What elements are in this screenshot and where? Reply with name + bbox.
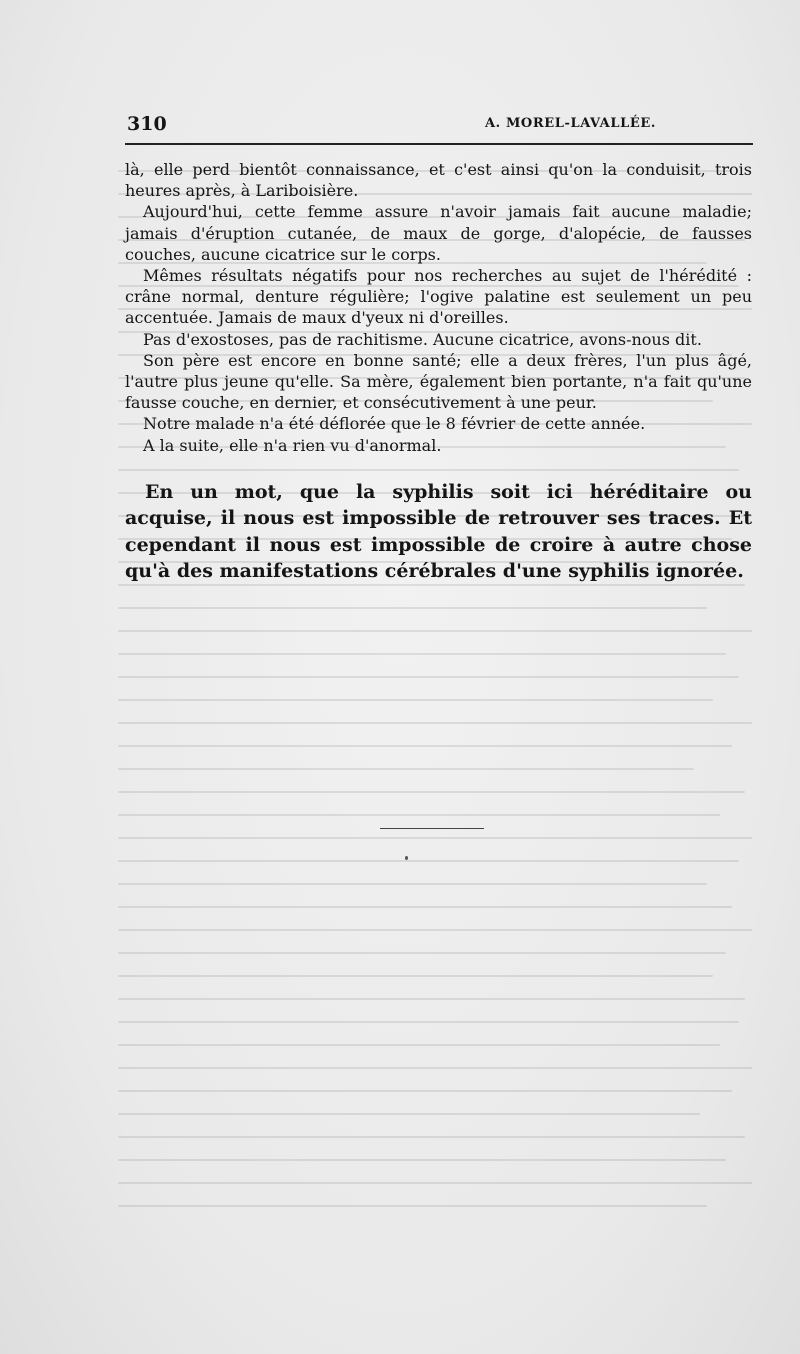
page-number: 310	[127, 113, 167, 135]
paragraph: Pas d'exostoses, pas de rachitisme. Aucune cicatrice, avons-nous dit.	[143, 329, 702, 349]
conclusion-paragraph: En un mot, que la syphilis soit ici héréditaire ou acquise, il nous est impossible de retrouver ses traces. Et cependant il nous est impossible de croire à autre chose qu'à des manifestations cérébrales d'une syphilis ignorée.	[125, 481, 752, 583]
conclusion-block	[125, 479, 752, 585]
paragraph: A la suite, elle n'a rien vu d'anormal.	[143, 435, 442, 455]
running-head: A. MOREL-LAVALLÉE.	[485, 116, 656, 131]
header-rule	[125, 143, 753, 145]
paragraph: Notre malade n'a été déflorée que le 8 février de cette année.	[143, 414, 646, 434]
page-header	[125, 113, 755, 135]
paragraph: Son père est encore en bonne santé; elle a deux frères, l'un plus âgé, l'autre plus jeune qu'elle. Sa mère, également bien portante, n'a fait qu'une fausse couche, en dernier, et consécutivement à une peur.	[125, 350, 752, 413]
paragraph: Aujourd'hui, cette femme assure n'avoir jamais fait aucune maladie; jamais d'éruption cutanée, de maux de gorge, d'alopécie, de fausses couches, aucune cicatrice sur le corps.	[125, 202, 752, 264]
end-rule	[380, 828, 484, 829]
body-text	[125, 159, 752, 456]
paragraph: Mêmes résultats négatifs pour nos recherches au sujet de l'hérédité : crâne normal, denture régulière; l'ogive palatine est seulement un peu accentuée. Jamais de maux d'yeux ni d'oreilles.	[125, 266, 752, 328]
ink-speck	[405, 856, 408, 860]
paragraph: là, elle perd bientôt connaissance, et c'est ainsi qu'on la conduisit, trois heures après, à Lariboisière.	[125, 160, 752, 201]
